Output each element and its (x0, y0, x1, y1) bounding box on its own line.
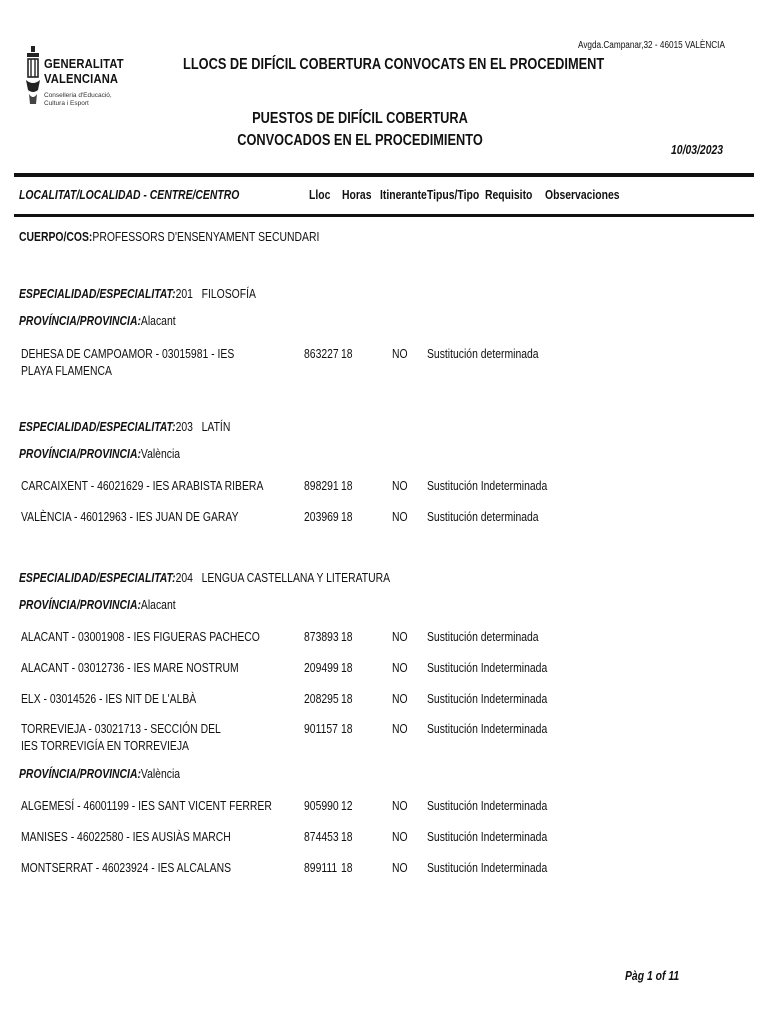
table-row-lloc: 873893 (304, 629, 339, 644)
document-date: 10/03/2023 (671, 142, 724, 157)
table-row-itinerante: NO (392, 721, 408, 736)
logo-subtitle: Conselleria d'Educació, Cultura i Esport (44, 92, 112, 107)
table-row-lloc: 901157 (304, 721, 338, 736)
table-row-lloc: 905990 (304, 798, 339, 813)
table-row-tipo: Sustitución Indeterminada (427, 798, 548, 813)
table-row-horas: 18 (341, 509, 353, 524)
especialidad-heading: ESPECIALIDAD/ESPECIALITAT:201 FILOSOFÍA (19, 286, 256, 301)
table-row-lloc: 863227 (304, 346, 339, 361)
table-row-tipo: Sustitución determinada (427, 346, 539, 361)
table-row-lloc: 209499 (304, 660, 339, 675)
title-spanish: PUESTOS DE DIFÍCIL COBERTURA CONVOCADOS EN EL PROCEDIMIENTO (237, 110, 483, 149)
table-row-itinerante: NO (392, 346, 408, 361)
table-row-horas: 18 (341, 478, 353, 493)
table-row-horas: 18 (341, 721, 353, 736)
table-row-lloc: 208295 (304, 691, 339, 706)
table-row-horas: 12 (341, 798, 353, 813)
table-row-tipo: Sustitución Indeterminada (427, 660, 548, 675)
column-observaciones: Observaciones (545, 187, 620, 202)
table-row-centre: ALGEMESÍ - 46001199 - IES SANT VICENT FERRER (21, 798, 272, 813)
table-row-itinerante: NO (392, 660, 408, 675)
table-row-centre: VALÈNCIA - 46012963 - IES JUAN DE GARAY (21, 509, 239, 524)
address: Avgda.Campanar,32 - 46015 VALÈNCIA (578, 40, 725, 51)
column-horas: Horas (342, 187, 372, 202)
table-row-tipo: Sustitución Indeterminada (427, 829, 548, 844)
table-row-centre: DEHESA DE CAMPOAMOR - 03015981 - IES PLAYA FLAMENCA (21, 346, 235, 378)
coat-of-arms-icon (24, 44, 42, 108)
page-number: Pàg 1 of 11 (625, 968, 680, 983)
table-row-centre: MONTSERRAT - 46023924 - IES ALCALANS (21, 860, 232, 875)
column-requisito: Requisito (485, 187, 533, 202)
table-row-itinerante: NO (392, 829, 408, 844)
table-row-tipo: Sustitución Indeterminada (427, 691, 548, 706)
table-row-horas: 18 (341, 829, 353, 844)
table-row-horas: 18 (341, 860, 353, 875)
table-row-centre: ALACANT - 03001908 - IES FIGUERAS PACHECO (21, 629, 260, 644)
table-row-centre: MANISES - 46022580 - IES AUSIÀS MARCH (21, 829, 231, 844)
table-row-lloc: 874453 (304, 829, 339, 844)
table-row-itinerante: NO (392, 478, 408, 493)
table-row-horas: 18 (341, 691, 353, 706)
logo-wordmark: GENERALITAT VALENCIANA (44, 56, 124, 86)
table-row-tipo: Sustitución Indeterminada (427, 721, 548, 736)
provincia-heading: PROVÍNCIA/PROVINCIA:Alacant (19, 597, 176, 612)
header-rule-bottom (14, 214, 754, 217)
column-lloc: Lloc (309, 187, 331, 202)
table-row-centre: CARCAIXENT - 46021629 - IES ARABISTA RIBERA (21, 478, 264, 493)
table-row-horas: 18 (341, 346, 353, 361)
especialidad-heading: ESPECIALIDAD/ESPECIALITAT:203 LATÍN (19, 419, 231, 434)
table-row-tipo: Sustitución Indeterminada (427, 478, 548, 493)
title-valencian: LLOCS DE DIFÍCIL COBERTURA CONVOCATS EN EL PROCEDIMENT (183, 56, 605, 73)
table-row-tipo: Sustitución Indeterminada (427, 860, 548, 875)
table-row-horas: 18 (341, 629, 353, 644)
provincia-heading: PROVÍNCIA/PROVINCIA:València (19, 766, 181, 781)
generalitat-logo (24, 44, 124, 120)
provincia-heading: PROVÍNCIA/PROVINCIA:Alacant (19, 313, 176, 328)
table-row-itinerante: NO (392, 509, 408, 524)
table-row-centre: ELX - 03014526 - IES NIT DE L'ALBÀ (21, 691, 197, 706)
cuerpo-line: CUERPO/COS:PROFESSORS D'ENSENYAMENT SECUNDARI (19, 229, 320, 244)
table-row-tipo: Sustitución determinada (427, 509, 539, 524)
column-centre: LOCALITAT/LOCALIDAD - CENTRE/CENTRO (19, 187, 240, 202)
table-row-lloc: 203969 (304, 509, 339, 524)
table-row-itinerante: NO (392, 629, 408, 644)
column-tipus: Tipus/Tipo (427, 187, 480, 202)
table-row-tipo: Sustitución determinada (427, 629, 539, 644)
header-rule-top (14, 173, 754, 177)
table-row-horas: 18 (341, 660, 353, 675)
table-row-lloc: 899111 (304, 860, 338, 875)
table-row-itinerante: NO (392, 691, 408, 706)
table-row-itinerante: NO (392, 860, 408, 875)
table-row-itinerante: NO (392, 798, 408, 813)
table-row-centre: TORREVIEJA - 03021713 - SECCIÓN DEL IES TORREVIGÍA EN TORREVIEJA (21, 721, 221, 753)
especialidad-heading: ESPECIALIDAD/ESPECIALITAT:204 LENGUA CASTELLANA Y LITERATURA (19, 570, 391, 585)
column-itinerante: Itinerante (380, 187, 427, 202)
provincia-heading: PROVÍNCIA/PROVINCIA:València (19, 446, 181, 461)
table-row-lloc: 898291 (304, 478, 339, 493)
table-row-centre: ALACANT - 03012736 - IES MARE NOSTRUM (21, 660, 239, 675)
